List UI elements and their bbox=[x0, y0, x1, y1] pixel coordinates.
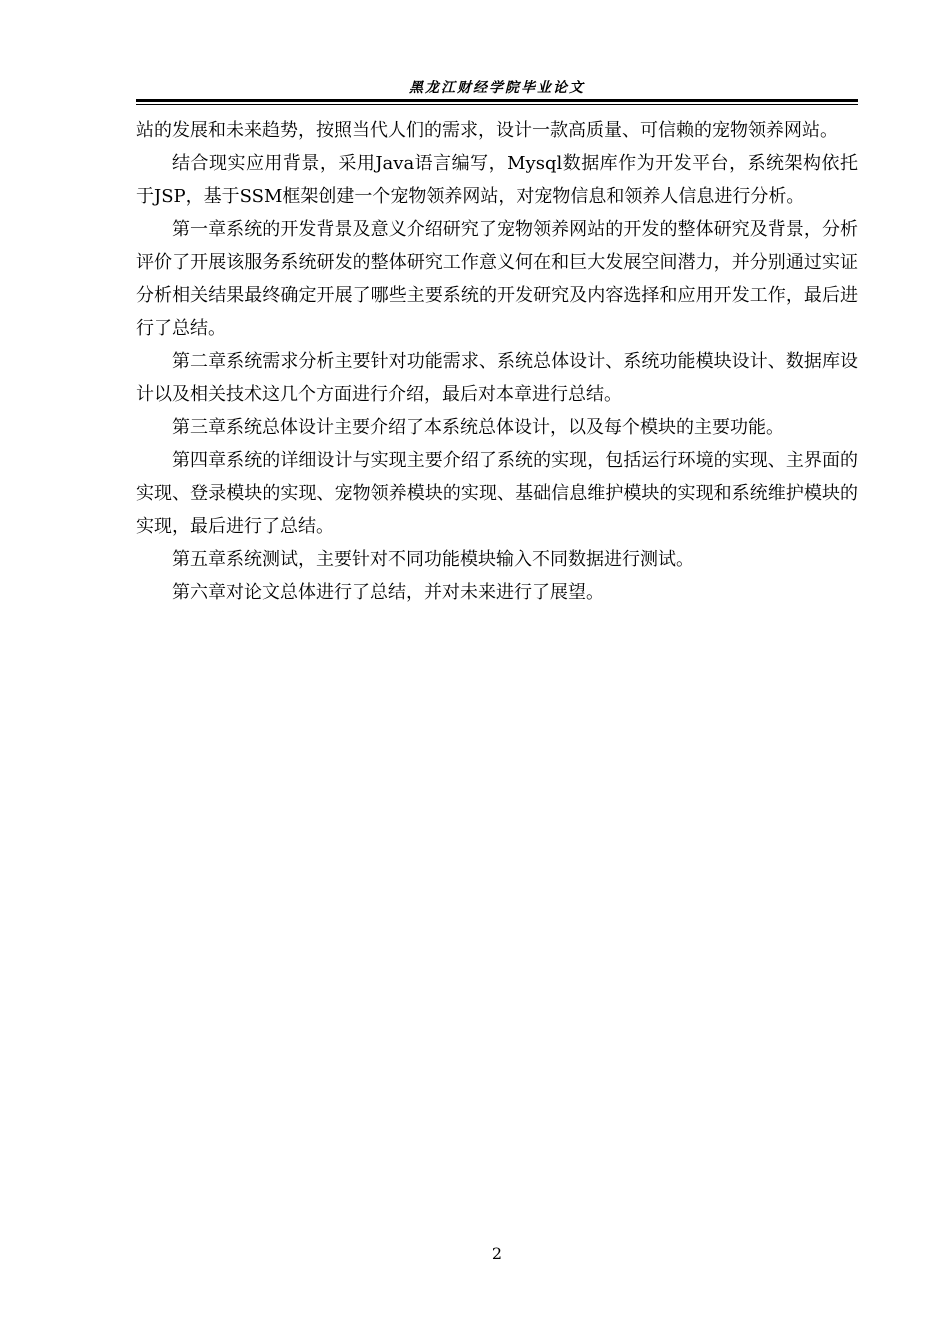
page-number: 2 bbox=[491, 1244, 503, 1263]
paragraph: 第二章系统需求分析主要针对功能需求、系统总体设计、系统功能模块设计、数据库设计以及相关技术这几个方面进行介绍，最后对本章进行总结。 bbox=[136, 351, 858, 405]
paragraph: 结合现实应用背景，采用Java语言编写，Mysql数据库作为开发平台，系统架构依托于JSP，基于SSM框架创建一个宠物领养网站，对宠物信息和领养人信息进行分析。 bbox=[136, 153, 858, 207]
paragraph-continued: 站的发展和未来趋势，按照当代人们的需求，设计一款高质量、可信赖的宠物领养网站。 bbox=[136, 120, 838, 141]
paragraph: 第一章系统的开发背景及意义介绍研究了宠物领养网站的开发的整体研究及背景，分析评价了开展该服务系统研发的整体研究工作意义何在和巨大发展空间潜力，并分别通过实证分析相关结果最终确定开展了哪些主要系统的开发研究及内容选择和应用开发工作，最后进行了总结。 bbox=[136, 219, 858, 339]
paragraph: 第五章系统测试，主要针对不同功能模块输入不同数据进行测试。 bbox=[172, 549, 694, 570]
paragraph: 第四章系统的详细设计与实现主要介绍了系统的实现，包括运行环境的实现、主界面的实现、登录模块的实现、宠物领养模块的实现、基础信息维护模块的实现和系统维护模块的实现，最后进行了总结。 bbox=[136, 450, 858, 537]
header-rule-thick bbox=[136, 99, 858, 102]
paragraph: 第六章对论文总体进行了总结，并对未来进行了展望。 bbox=[172, 582, 604, 603]
body-text bbox=[136, 114, 858, 609]
paragraph: 第三章系统总体设计主要介绍了本系统总体设计，以及每个模块的主要功能。 bbox=[172, 417, 784, 438]
running-header: 黑龙江财经学院毕业论文 bbox=[409, 80, 585, 96]
header-rule-thin bbox=[136, 104, 858, 105]
